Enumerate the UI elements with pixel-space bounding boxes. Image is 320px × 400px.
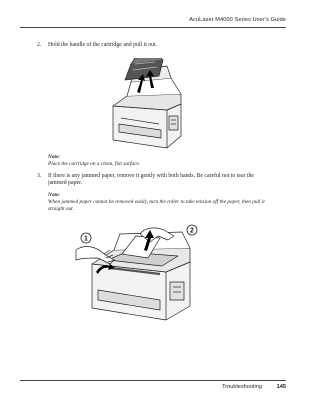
step-text: Hold the handle of the cartridge and pull it out. (48, 42, 158, 48)
step-number: 3. (37, 173, 42, 179)
note-text: Place the cartridge on a clean, flat surface. (48, 161, 141, 167)
note-text-line-2: straight out. (48, 205, 74, 212)
note-text (48, 199, 288, 212)
note-text-line-1: When jammed paper cannot be removed easily, turn the roller to take tension off the paper, then pull it (48, 199, 265, 205)
step-3 (37, 173, 293, 187)
header-rule (20, 27, 286, 28)
running-header: AcuLaser M4000 Series User's Guide (189, 17, 286, 23)
note-title: Note: (48, 154, 61, 160)
note-title: Note: (48, 192, 61, 198)
figure-jammed-paper-removal (74, 224, 206, 324)
step-text-line-2: jammed paper. (48, 180, 83, 187)
page-number: 145 (276, 384, 286, 390)
figure-cartridge-removal (105, 58, 187, 150)
step-text-line-1: If there is any jammed paper, remove it gently with both hands. Be careful not to tear the (48, 173, 254, 179)
callout-2: 2 (190, 227, 194, 235)
step-number: 2. (37, 42, 42, 48)
footer-section: Troubleshooting (222, 384, 262, 390)
footer-rule (20, 380, 286, 381)
callout-1: 1 (84, 235, 88, 243)
step-2 (37, 42, 158, 49)
